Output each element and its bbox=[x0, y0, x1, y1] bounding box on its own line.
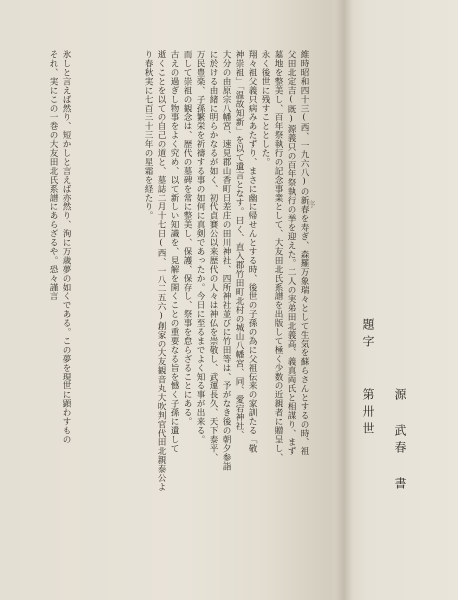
text-column-15: それ、実にこの一巻の大友田北氏系譜にあらざるや。恐々謹言 bbox=[48, 50, 58, 301]
text-column-11: 古えの過ぎし物事をよく究め、以て新しい知識を、見解を開くことの重要なる旨を憾く子孫に遺して bbox=[169, 50, 179, 453]
text-column-4: 永く後世に残すこととした。 bbox=[260, 50, 270, 167]
text-column-5: 翔々祖父義只病みあたずり、まさに幽に帰せんとする時、後世の子孫の為に父祖伝来の家訓たる「敬 bbox=[247, 50, 257, 453]
text-column-2: 父田北定吉(既)源義只の百年祭執行の挙を迎えた。二人の実弟田北義高、義真両氏と相謀り、まず bbox=[286, 50, 296, 456]
text-column-6: 神崇祖」「温故知新」を以て遺言となす。曰く、直入郡竹田町北村の城山八幡宮、同、愛宕神社、 bbox=[234, 50, 244, 440]
text-column-14: 氷しと言えば然り、短かしと言えば亦然り、洵に万歳夢の如くである。この夢を現世に顕わすもの bbox=[61, 50, 71, 444]
text-column-10: 而して崇祖の観念は、歴代の墓碑を常に整美し、保護、保存し、祭事を怠らざることにある。 bbox=[182, 50, 192, 426]
text-column-12: 逝くことを以ての自己の道と、墓誌二月十七日(西、一八二五六)創家の大友観音丸大吹判官代田北親泰公よ bbox=[156, 50, 166, 492]
text-column-7: 大分の由原宗八幡宮、速見郡山香町日差庄の田川神社、四所神社並びに竹田等は、予がなき後の朝夕参詣 bbox=[221, 50, 231, 471]
signature-author: 源 武春 書 bbox=[393, 388, 407, 494]
running-head: 序 bbox=[307, 200, 316, 208]
page-gutter bbox=[335, 0, 353, 600]
signature-generation: 第卅世 bbox=[361, 388, 375, 439]
text-column-8: に於ける由緒に明らかなるが如く、初代貞賽公以来歴代の人々は神仏を崇敬し、武運長久、天下泰平、 bbox=[208, 50, 218, 462]
text-column-9: 万民豊楽、子孫繁栄を祈禱する事の如何に真剣であったか。今日に至るまでよく知る事が出来る。 bbox=[195, 50, 205, 444]
text-column-3: 墓地を整美し、百年祭執行の記念事業として、大友田北氏系譜を出版して極く少数の近親者に贈呈し、 bbox=[273, 50, 283, 462]
text-column-1: 維時昭和四十三(西、一九六八)の新春を寿ぎ、森羅万象瑞々として生気を蘇らさんとするの時、祖 bbox=[299, 50, 309, 456]
text-column-13: り春秋実に七百三十三年の星霜を経たり。 bbox=[143, 50, 153, 221]
signature-title: 題字 bbox=[361, 318, 375, 352]
